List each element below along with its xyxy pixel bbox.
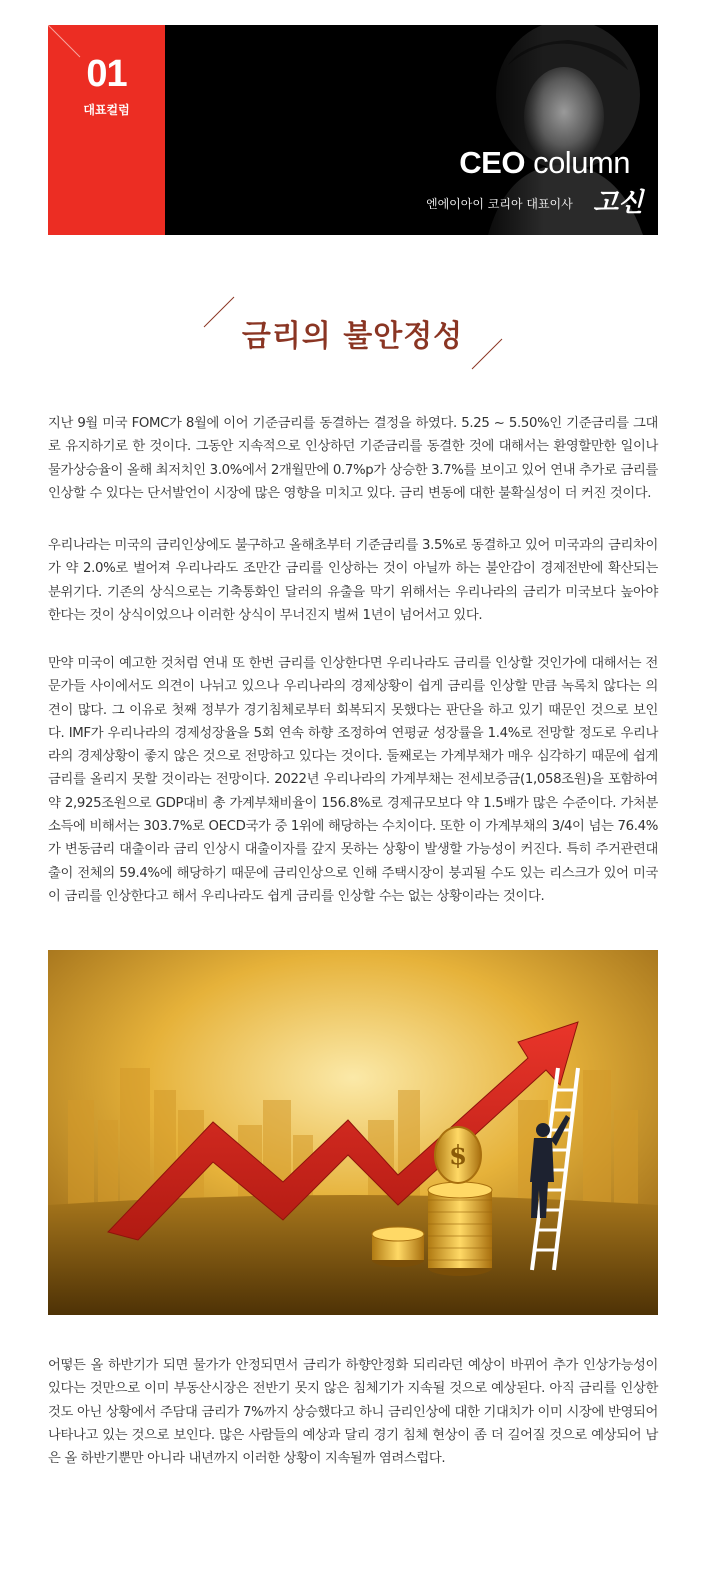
- column-title-bold: CEO: [459, 145, 525, 180]
- dollar-symbol: $: [448, 1141, 468, 1171]
- article-title-block: [200, 295, 505, 371]
- title-slash-decoration-right: [468, 337, 505, 371]
- article-paragraph-2: 우리나라는 미국의 금리인상에도 불구하고 올해초부터 기준금리를 3.5%로 동결하고 있어 미국과의 금리차이가 약 2.0%로 벌어져 우리나라도 조만간 금리를 인상하는 것이 아닐까 하는 불안감이 경제전반에 확산되는 분위기다. 기존의 상식으로는 기축통화인 달러의 유출을 막기 위해서는 우리나라의 금리가 미국보다 높아야 한다는 것이 상식이었으나 이러한 상식이 무너진지 벌써 1년이 넘어서고 있다.: [48, 538, 658, 623]
- author-signature: 고신: [593, 188, 644, 218]
- section-number: 01: [86, 53, 127, 95]
- rising-arrow-illustration: [48, 950, 658, 1315]
- ceo-column-banner: [48, 25, 658, 235]
- column-title: [459, 145, 630, 181]
- author-role: 엔에이아이 코리아 대표이사: [426, 197, 573, 211]
- section-label: 대표컬럼: [83, 103, 130, 117]
- article-paragraph-4: 어떻든 올 하반기가 되면 물가가 안정되면서 금리가 하향안정화 되리라던 예상이 바뀌어 추가 인상가능성이 있다는 것만으로 이미 부동산시장은 전반기 못지 않은 침체기가 지속될 것으로 예상된다. 아직 금리를 인상한 것도 아닌 상황에서 주담대 금리가 7%까지 상승했다고 하니 금리인상에 대한 기대치가 이미 시장에 반영되어 나타나고 있는 것으로 보인다. 많은 사람들의 예상과 달리 경기 침체 현상이 좀 더 길어질 것으로 예상되어 남은 올 하반기뿐만 아니라 내년까지 이러한 상황이 지속될까 염려스럽다.: [48, 1358, 658, 1467]
- column-title-light: column: [533, 145, 630, 180]
- section-number-block: [48, 25, 165, 235]
- article-paragraph-1: 지난 9월 미국 FOMC가 8월에 이어 기준금리를 동결하는 결정을 하였다. 5.25 ~ 5.50%인 기준금리를 그대로 유지하기로 한 것이다. 그동안 지속적으로 인상하던 기준금리를 동결한 것에 대해서는 환영할만한 일이나 물가상승율이 올해 최저치인 3.0%에서 2개월만에 0.7%p가 상승한 3.7%를 보이고 있어 연내 추가로 금리를 인상할 수 있다는 단서발언이 시장에 많은 영향을 미치고 있다. 금리 변동에 대한 불확실성이 더 커진 것이다.: [48, 416, 658, 501]
- article-title: 금리의 불안정성: [241, 319, 464, 354]
- article-paragraph-3: 만약 미국이 예고한 것처럼 연내 또 한번 금리를 인상한다면 우리나라도 금리를 인상할 것인가에 대해서는 전문가들 사이에서도 의견이 나뉘고 있으나 우리나라의 경제상황이 쉽게 금리를 인상할 만큼 녹록치 않다는 의견이 많다. 그 이유로 첫째 정부가 경기침체로부터 회복되지 못했다는 판단을 하고 있기 때문인 것으로 보인다. IMF가 우리나라의 경제성장율을 5회 연속 하향 조정하여 연평균 성장률을 1.4%로 전망할 정도로 우리나라의 경제상황이 좋지 않은 것으로 전망하고 있다는 것이다. 둘째로는 가계부채가 매우 심각하기 때문에 쉽게 금리를 올리지 못할 것이라는 전망이다. 2022년 우리나라의 가계부채는 전세보증금(1,058조원)을 포함하여 약 2,925조원으로 GDP대비 총 가계부채비율이 156.8%로 경제규모보다 약 1.5배가 많은 수준이다. 가처분소득에 비해서는 303.7%로 OECD국가 중 1위에 해당하는 수치이다. 또한 이 가계부채의 3/4이 넘는 76.4%가 변동금리 대출이라 금리 인상시 대출이자를 갚지 못하는 상황이 발생할 가능성이 커진다. 특히 주거관련대출이 전체의 59.4%에 해당하기 때문에 금리인상으로 인해 주택시장이 붕괴될 수도 있는 리스크가 있어 미국이 금리를 인상한다고 해서 우리나라도 쉽게 금리를 인상할 수는 없는 상황이라는 것이다.: [48, 656, 658, 904]
